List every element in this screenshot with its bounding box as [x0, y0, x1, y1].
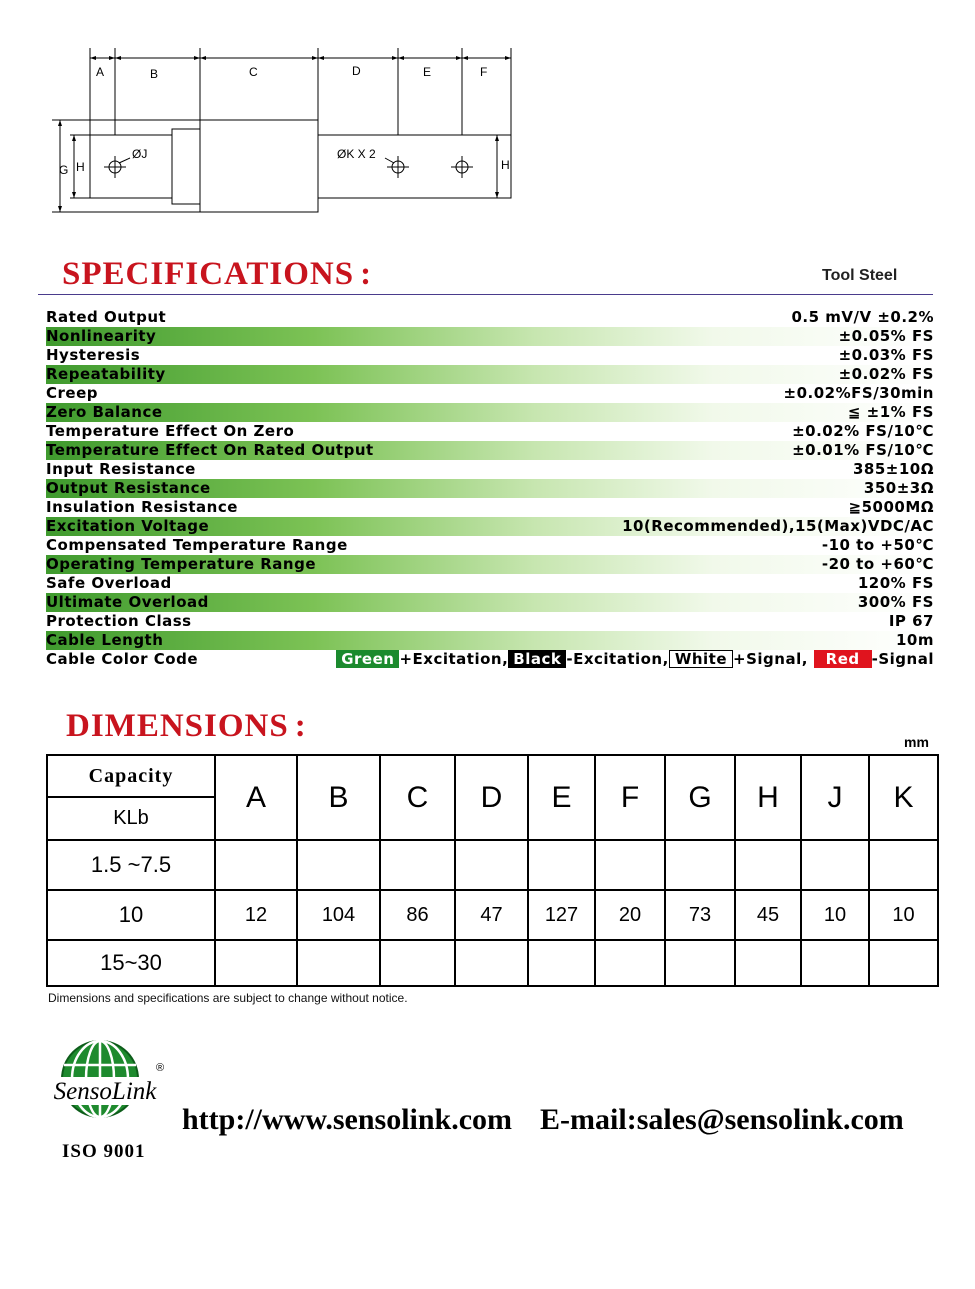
spec-row: [46, 346, 936, 365]
column-header: G: [665, 755, 735, 840]
hole-j-label: ØJ: [132, 147, 148, 161]
spec-value: ≦ ±1% FS: [847, 403, 934, 421]
dimension-cell: [297, 840, 380, 890]
spec-row: [46, 631, 936, 650]
dimension-cell: [215, 940, 297, 986]
spec-row: [46, 593, 936, 612]
column-header: J: [801, 755, 869, 840]
dimension-cell: [215, 840, 297, 890]
dimension-cell: [801, 840, 869, 890]
column-header: K: [869, 755, 938, 840]
spec-value: 10m: [895, 631, 934, 649]
spec-row: [46, 422, 936, 441]
dim-label-g: G: [59, 163, 69, 177]
capacity-cell: 10: [47, 890, 215, 940]
dimension-cell: [801, 940, 869, 986]
dimension-cell: [665, 840, 735, 890]
spec-value: ±0.02%FS/30min: [783, 384, 934, 402]
dimension-cell: [528, 840, 595, 890]
dimension-cell: 127: [528, 890, 595, 940]
spec-label: Hysteresis: [46, 346, 141, 364]
spec-value: -10 to +50℃: [821, 536, 934, 554]
spec-label: Repeatability: [46, 365, 166, 383]
table-row: [47, 890, 938, 940]
green-wire-desc: +Excitation,: [399, 650, 509, 668]
column-header: B: [297, 755, 380, 840]
spec-value: 350±3Ω: [863, 479, 934, 497]
capacity-header: Capacity: [47, 755, 215, 797]
spec-row: [46, 327, 936, 346]
spec-label: Input Resistance: [46, 460, 196, 478]
spec-value: ±0.03% FS: [838, 346, 934, 364]
spec-row: [46, 308, 936, 327]
spec-label: Excitation Voltage: [46, 517, 210, 535]
unit-label: mm: [904, 734, 929, 750]
dimension-cell: 20: [595, 890, 665, 940]
spec-value: IP 67: [888, 612, 934, 630]
spec-value: 300% FS: [857, 593, 934, 611]
load-cell-drawing: [0, 0, 540, 230]
email-link[interactable]: E-mail:sales@sensolink.com: [540, 1103, 904, 1136]
dimension-cell: [380, 940, 455, 986]
dimension-cell: 10: [869, 890, 938, 940]
title-divider: [38, 294, 933, 295]
spec-row: [46, 498, 936, 517]
spec-row: [46, 384, 936, 403]
dim-label-c: C: [249, 65, 258, 79]
dimension-cell: [735, 940, 801, 986]
sensolink-logo: [48, 1037, 168, 1162]
dimension-cell: 45: [735, 890, 801, 940]
spec-value: ±0.02% FS: [838, 365, 934, 383]
cable-color-code-row: [46, 649, 936, 669]
spec-value: 385±10Ω: [852, 460, 934, 478]
dimension-cell: [595, 940, 665, 986]
spec-label: Insulation Resistance: [46, 498, 238, 516]
change-notice: Dimensions and specifications are subject to change without notice.: [48, 991, 408, 1005]
capacity-unit-header: KLb: [47, 797, 215, 840]
spec-row: [46, 441, 936, 460]
spec-label: Output Resistance: [46, 479, 211, 497]
dim-label-a: A: [96, 65, 105, 79]
spec-label: Protection Class: [46, 612, 192, 630]
spec-value: 120% FS: [857, 574, 934, 592]
dimension-cell: 12: [215, 890, 297, 940]
dimension-cell: [735, 840, 801, 890]
column-header: E: [528, 755, 595, 840]
spec-label: Nonlinearity: [46, 327, 157, 345]
specifications-title-colon: :: [360, 256, 373, 292]
dim-label-h-left: H: [76, 160, 85, 174]
spec-label: Rated Output: [46, 308, 167, 326]
spec-row: [46, 403, 936, 422]
dimension-cell: [297, 940, 380, 986]
cable-color-codes: [336, 649, 934, 669]
spec-row: [46, 517, 936, 536]
table-row: [47, 940, 938, 986]
spec-label: Temperature Effect On Rated Output: [46, 441, 374, 459]
column-header: F: [595, 755, 665, 840]
iso-label: ISO 9001: [62, 1141, 146, 1162]
spec-row: [46, 536, 936, 555]
red-wire-chip: Red: [814, 650, 872, 668]
dim-label-e: E: [423, 65, 432, 79]
spec-label: Ultimate Overload: [46, 593, 209, 611]
registered-mark: ®: [156, 1062, 165, 1074]
spec-label: Temperature Effect On Zero: [46, 422, 295, 440]
spec-label: Zero Balance: [46, 403, 163, 421]
dimension-cell: [665, 940, 735, 986]
specification-list: [46, 308, 936, 650]
table-header-row: [47, 755, 938, 797]
dimension-cell: [869, 940, 938, 986]
dimension-cell: [455, 840, 528, 890]
dim-label-h-right: H: [501, 158, 510, 172]
capacity-cell: 1.5 ~7.5: [47, 840, 215, 890]
white-wire-desc: +Signal,: [733, 650, 808, 668]
spec-label: Cable Length: [46, 631, 164, 649]
white-wire-chip: White: [669, 650, 733, 668]
dim-label-b: B: [150, 67, 159, 81]
dimension-cell: [380, 840, 455, 890]
green-wire-chip: Green: [336, 650, 399, 668]
dimension-cell: 86: [380, 890, 455, 940]
spec-value: ±0.05% FS: [838, 327, 934, 345]
spec-value: 0.5 mV/V ±0.2%: [791, 308, 934, 326]
column-header: A: [215, 755, 297, 840]
dimension-cell: 10: [801, 890, 869, 940]
dimension-cell: [595, 840, 665, 890]
spec-value: ≧5000MΩ: [848, 498, 934, 516]
material-label: Tool Steel: [822, 267, 898, 284]
hole-k-label: ØK X 2: [337, 147, 376, 161]
red-wire-desc: -Signal: [871, 650, 934, 668]
dimensions-table: [46, 754, 939, 987]
dimensions-title-colon: :: [294, 708, 307, 744]
column-header: C: [380, 755, 455, 840]
dimension-cell: 104: [297, 890, 380, 940]
capacity-cell: 15~30: [47, 940, 215, 986]
black-wire-chip: Black: [508, 650, 566, 668]
dimension-cell: 47: [455, 890, 528, 940]
logo-wordmark: SensoLink: [53, 1078, 157, 1105]
spec-value: 10(Recommended),15(Max)VDC/AC: [622, 517, 934, 535]
dim-label-f: F: [480, 65, 488, 79]
dimensions-title: [66, 710, 307, 743]
dimension-cell: [528, 940, 595, 986]
website-link[interactable]: http://www.sensolink.com: [182, 1103, 513, 1136]
spec-row: [46, 365, 936, 384]
spec-label: Operating Temperature Range: [46, 555, 317, 573]
spec-row: [46, 612, 936, 631]
spec-value: -20 to +60℃: [821, 555, 934, 573]
specifications-title: [62, 258, 372, 291]
dim-label-d: D: [352, 64, 361, 78]
column-header: D: [455, 755, 528, 840]
black-wire-desc: -Excitation,: [566, 650, 669, 668]
dimensions-title-text: DIMENSIONS: [66, 708, 289, 744]
table-row: [47, 840, 938, 890]
dimension-cell: [455, 940, 528, 986]
specifications-title-text: SPECIFICATIONS: [62, 256, 355, 292]
spec-row: [46, 479, 936, 498]
spec-label: Compensated Temperature Range: [46, 536, 348, 554]
cable-color-code-label: Cable Color Code: [46, 650, 199, 668]
spec-label: Safe Overload: [46, 574, 172, 592]
column-header: H: [735, 755, 801, 840]
spec-value: ±0.01% FS/10℃: [792, 441, 934, 459]
spec-row: [46, 555, 936, 574]
spec-label: Creep: [46, 384, 98, 402]
spec-row: [46, 460, 936, 479]
dimension-cell: 73: [665, 890, 735, 940]
dimension-cell: [869, 840, 938, 890]
spec-value: ±0.02% FS/10℃: [792, 422, 934, 440]
contact-links: [182, 1103, 904, 1137]
spec-row: [46, 574, 936, 593]
